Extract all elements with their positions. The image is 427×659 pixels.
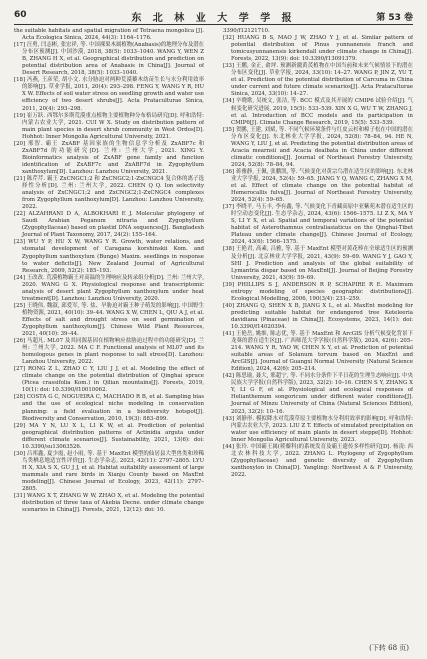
left-column-references bbox=[14, 28, 204, 640]
reference-entry: [19] 崔万跃. 西鄂尔多斯荒漠重点植物主要植物种分布格局研究[D]. 呼和浩特: 内蒙古农业大学, 2021. CUI W X. Study on distribution pattern of main plant species in desert shrub community in West Ordos[D]. Hohhot: Inner Mongolia Agricultural University, 2021. bbox=[14, 112, 204, 140]
reference-entry: [20] 邢智. 霸王 ZxABF 基因家族的生物信息学分析及 ZxABF7c 和 ZxABF7d 的功能研究[D]. 兰州: 兰州大学, 2021. XING Y. Bioinformatics analysis of ZxABF gene family and function identification of ZxABF7c and ZxABF7d in Zygophyllum xanthoxylum[D]. Lanzhou: Lanzhou University, 2021. bbox=[14, 140, 204, 175]
reference-entry: [42] 陈思瑜, 聂大, 邢超宁, 等. 不同水分条件下半日花的生理生态响应[J]. 中央民族大学学报(自然科学版), 2023, 32(2): 10–16. CHEN S Y, ZHANG X Y, LI G F, et al. Physiological and ecological responses of Helianthemum songoricum under different water conditions[J]. Journal of Minzu University of China (Natural Sciences Edition), 2023, 32(2): 10–16. bbox=[223, 373, 413, 415]
page-header bbox=[14, 10, 413, 25]
reference-entry: [41] 王艳岳, 姚维, 陈志优, 等. 基于 MaxEnt 和 ArcGIS 分析气候变化背景下龙葵的潜在适生区[J]. 广西师范大学学报(自然科学版), 2024, 42(6): 205–214. WANG Y R, YAO W, CHEN X Y, et al. Prediction of potential suitable areas of Solanum torvum based on MaxEnt and ArcGIS[J]. Journal of Guangxi Normal University (Natural Science Edition), 2024, 42(6): 205–214. bbox=[223, 331, 413, 373]
reference-entry: [24] 王改改. 荒漠植物霸王对高温的生理响应及转录组分析[D]. 兰州: 兰州大学, 2020. WANG G X. Physiological response and transcriptomic analysis of desert plant Zygophyllum xanthoxylum under heat treatment[D]. Lanzhou: Lanzhou University, 2020. bbox=[14, 274, 204, 302]
reference-entry: the suitable habitats and spatial migration of Tetraena mongolica [J]. Acta Ecologica Sinica, 2024, 44(3): 1164–1176. bbox=[14, 28, 204, 42]
journal-title: 东 北 林 业 大 学 学 报 bbox=[131, 13, 296, 24]
reference-entry: [18] 冯燕, 王彦荣, 胡小文. 水分胁迫对两种荒漠藜木幼苗生长与水分利用效率的影响[J]. 草业学报, 2011, 20(4): 293–298. FENG Y, WANG Y R, HU X W. Effects of soil water stress on seedling growth and water use efficiency of two desert shrubs[J]. Acta Prataculturae Sinica, 2011, 20(4): 293–298. bbox=[14, 77, 204, 112]
reference-entry: [38] 王艳君, 高素, 吕雅, 等. 基于 MaxEnt 模型对黄花棒在全球适生区的预测及分析[J]. 北京林业大学学报, 2021, 43(9): 59–69. WANG Y J, GAO Y, SHI J. Prediction and analysis of the global suitability of Lymantria dispar based on MaxEnt[J]. Journal of Beijing Forestry University, 2021, 43(9): 59–69. bbox=[223, 246, 413, 281]
reference-entry: [27] RONG Z L, ZHAO C Y, LIU J J, et al. Modeling the effect of climate change on the potential distribution of Qinghai spruce (Picea crassifolia Kom.) in Qilian mountains[J]. Forests, 2019, 10(1): doi: 10.3390/f10010062. bbox=[14, 366, 204, 394]
reference-entry: [40] ZHANG Q, SHEN X B, JIANG X L, et al. MaxEnt modeling for predicting suitable habitat for endangered tree Keteleeria davidiana (Pinaceae) in China[J]. Ecosystems, 2023, 14(1): doi: 10.3390/f14020394. bbox=[223, 302, 413, 330]
reference-entry: [43] 刘静形. 模拟降水对荒漠草原主要植物水分利用效率的影响[D]. 呼和浩特: 内蒙古农业大学, 2023. LIU Z T. Effects of simulated precipitation on water use efficiency of main plants in desert steppe[D]. Hohhot: Inner Mongolia Agricultural University, 2023. bbox=[223, 415, 413, 443]
reference-entry: [37] 李晓平, 马玉丰, 李有鑫, 等. 气候变化下青藏高原中亚紫苑木潜在适生区的时空动态变化[J]. 生态学杂志, 2024, 43(6): 1566–1575. LI Z X, MA Y S, LI Y X, et al. Spatial and temporal variations of the potential habitat of Asterothamnus centraliasiaticus on the Qinghai-Tibet Plateau under climate change[J]. Chinese Journal of Ecology, 2024, 43(6): 1566–1575. bbox=[223, 204, 413, 246]
continued-note: (下转 68 页) bbox=[369, 644, 409, 652]
reference-entry: [31] WANG X T, ZHANG W W, ZHAO X, et al. Modeling the potential distribution of three taxa of Akebia Decne. under climate change scenarios in China[J]. Forests, 2021, 12(12): doi: 10. bbox=[14, 493, 204, 514]
right-column-references bbox=[223, 28, 413, 640]
reference-entry: [39] PHILLIPS S J, ANDERSON R P, SCHAPIRE R E. Maximum entropy modeling of species geographic distributions[J]. Ecological Modelling, 2006, 190(3/4): 231–259. bbox=[223, 281, 413, 302]
reference-entry: [28] COSTA G C, NOGUEIRA C, MACHADO R B, et al. Sampling bias and the use of ecological niche modeling in conservation planning: a field evaluation in a biodiversity hotspot[J]. Biodiversity and Conservation, 2010, 19(3): 883–899. bbox=[14, 394, 204, 422]
reference-entry: [35] 贺鹏, 王建, 刘斌, 等. 不同气候环境条件与红皮云杉和樟子松在中国的潜在分布区变化[J]. 东北林业大学学报, 2024, 52(8): 78–84, 94. HE N, WANG Y, LIU J, et al. Predicting the potential distribution areas of Acacia mearnsii and Acacia dealbata in China under different climatic conditions[J]. Journal of Northeast Forestry University, 2024, 52(8): 78–84, 94. bbox=[223, 126, 413, 168]
page-number: 60 bbox=[14, 10, 27, 20]
reference-entry: [25] 王晓伟, 魏淑, 邱爱军, 等. 盐、旱胁迫对霸王种子萌发的影响[J]. 中国野生植物资源, 2021, 40(10): 39–44. WANG X W, CHEN L, QIU A J, et al. Effects of salt and drought stress on seed germination of Zygophyllum xanthoxylum[J]. Chinese Wild Plant Resources, 2021, 40(10): 39–44. bbox=[14, 302, 204, 338]
volume-label: 第 53 卷 bbox=[376, 13, 413, 23]
reference-entry: [22] ALZAHRANI D A, ALBOKHARI E J. Molecular phylogeny of Saudi Arabian Peganum nitraria and Zygophyllum (Zygophyllaceae) based on plastid DNA sequences[J]. Bangladesh Journal of Plant Taxonomy, 2017, 24(2): 155–164. bbox=[14, 211, 204, 239]
reference-entry: [21] 陈芹芹. 霸王 ZxCNGC1;2 和 ZxCNGC2;1-ZxCNGC4 复合体的离子选择性分析[D]. 兰州: 兰州大学, 2022. CHEN Q Q. Ion selectivity analysis of ZxCNGC1;2 and ZxCNGC2;1-ZxCNGC4 complexes from Zygophyllum xanthoxylum[D]. Lanzhou: Lanzhou University, 2022. bbox=[14, 175, 204, 211]
reference-entry: [29] MA Y N, LU X L, LI K W, et al. Prediction of potential geographical distribution patterns of Actinidia arguta under different climate scenarios[J]. Sustainability, 2021, 13(6): doi: 10.3390/su13063526. bbox=[14, 422, 204, 450]
reference-entry: [30] 吕邦鑫, 夏少霞, 赵小雨, 等. 基于 MaxEnt 模型的仙居县大型兽类和珍稀鸟类栖息地适宜性评价[J]. 生态学杂志, 2023, 42(11): 2797–2805. LYU H X, XIA S X, GU J J, et al. Habitat suitability assessment of large mammals and rare birds in Xianju County based on MaxEnt modeling[J]. Chinese Journal of Ecology, 2023, 42(11): 2797–2805. bbox=[14, 450, 204, 493]
reference-entry: [44] 张玲. 中国霸王属(蒺藜科)的系统发育及霸王遗传多样性研究[D]. 杨凌: 西北农林科技大学, 2022. ZHANG L. Phylogeny of Zygophyllum (Zygophyllaceae) and genetic diversity of Zygophyllum xanthoxylon in China[D]. Yangling: Northwest A & F University, 2022. bbox=[223, 443, 413, 478]
reference-entry: [34] 辛晓歌, 吴统文, 张洁, 等. BCC 模式及其开展的 CMIP6 试验介绍[J]. 气候变化研究进展, 2019, 15(5): 533–539. XIN X G, WU T W, ZHANG J, et al. Introduction of BCC models and its participation in CMIP6[J]. Climate Change Research, 2019, 15(5): 533–539. bbox=[223, 98, 413, 126]
reference-entry: [23] WU Y P, HU X W, WANG Y R. Growth, water relations, and stomatal development of Caragana korshinskii Kom. and Zygophyllum xanthoxylum (Bunge) Maxim. seedlings in response to water deficits[J]. New Zealand Journal of Agricultural Research, 2009, 52(2): 185–193. bbox=[14, 239, 204, 274]
reference-entry: [33] 王鹏, 金正, 俞坪. 预测新疆黄芪植物在中国当前和未来气候情景下的潜在分布区变化[J]. 草业学报, 2024, 33(10): 14–27. WANG P, JIN Z, YU T, et al. Prediction of the potential distribution of Carcuma in China under current and future climate scenarios[J]. Acta Prataculturae Sinica, 2024, 33(10): 14–27. bbox=[223, 63, 413, 98]
reference-entry: [17] 汪勇, 闫志彬, 张宏祥, 等. 中国裸果木属植物(Anabasis)的地理分布及潜在分布区预测[J]. 中国沙漠, 2018, 38(5): 1033–1040. WANG Y, WEN Z B, ZHANG H X, et al. Geographical distribution and prediction on potential distribution area of Anabasis in China[J]. Journal of Desert Research, 2018, 38(5): 1033–1040. bbox=[14, 42, 204, 77]
reference-entry: 3390/f12121710. bbox=[223, 28, 270, 34]
reference-entry: [32] HUANG B S, MAO J W, ZHAO Y J, et al. Similar pattern of potential distribution of Pinus yunnanensis franch and tomicusyunnanensis kirkendall under climate change in China[J]. Forests, 2022, 13(9): doi: 10.3390/f13091379. bbox=[223, 35, 413, 63]
reference-entry: [36] 蒋雅静, 王佩, 张鹏凯, 等. 气候变化对黄宗鸟潜在适生区的影响[J]. 东北林业大学学报, 2024, 52(4): 59–65. JIANG Y Q, WANG C, ZHANG X M, et al. Effect of climate change on the potential habitat of Hemerocallis fulva[J]. Journal of Northeast Forestry University, 2024, 52(4): 59–65. bbox=[223, 168, 413, 204]
reference-entry: [26] 马超凡. ML07 及其同源基因在植物响应盐胁迫过程中的功能研究[D]. 兰州: 兰州大学, 2022. MA C F. Functional analysis of ML07 and its homologous genes in plant response to salt stress[D]. Lanzhou: Lanzhou University, 2022. bbox=[14, 338, 204, 366]
